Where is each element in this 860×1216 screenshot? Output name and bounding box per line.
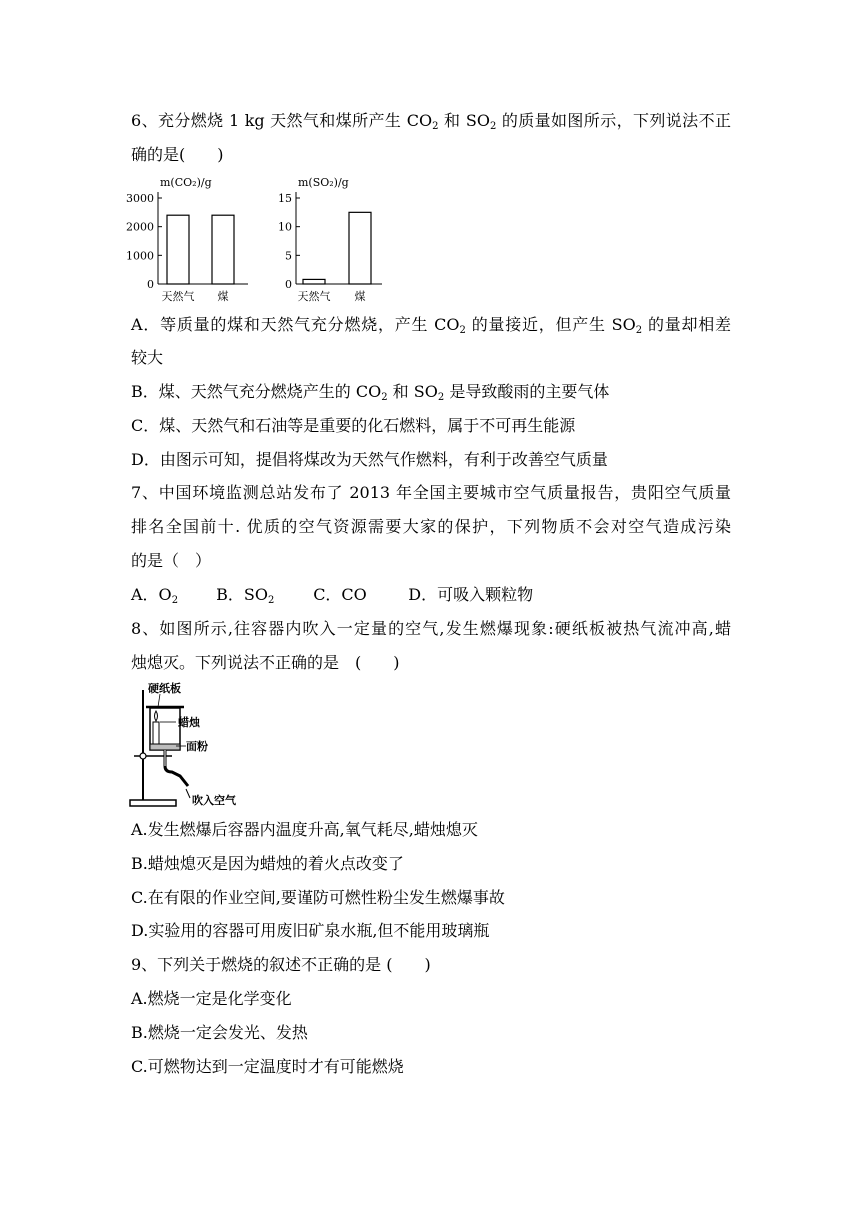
x-tick-label: 天然气 bbox=[161, 290, 195, 303]
q7-stem-line3: 的是（ ） bbox=[131, 551, 212, 570]
y-axis-label: m(SO₂)/g bbox=[298, 176, 349, 189]
q6-option-d: D．由图示可知，提倡将煤改为天然气作燃料，有利于改善空气质量 bbox=[131, 450, 608, 469]
bar-煤 bbox=[212, 215, 234, 284]
q8-option-c: C.在有限的作业空间,要谨防可燃性粉尘发生燃爆事故 bbox=[131, 888, 505, 907]
y-tick-label: 3000 bbox=[126, 192, 154, 205]
chart-so2 bbox=[278, 174, 402, 306]
bar-天然气 bbox=[303, 279, 325, 284]
q9-stem: 9、下列关于燃烧的叙述不正确的是 ( ) bbox=[131, 955, 431, 974]
q6-option-c: C．煤、天然气和石油等是重要的化石燃料，属于不可再生能源 bbox=[131, 416, 576, 435]
q6-stem-line2: 确的是( ) bbox=[131, 145, 224, 164]
y-tick-label: 2000 bbox=[126, 220, 154, 234]
q8-option-d: D.实验用的容器可用废旧矿泉水瓶,但不能用玻璃瓶 bbox=[131, 921, 490, 940]
q6-option-b: B．煤、天然气充分燃烧产生的 $CO_2$ 和 $SO_2$ 是导致酸雨的主要气体 bbox=[131, 382, 610, 403]
q7-option-d: D．可吸入颗粒物 bbox=[408, 585, 534, 604]
q7-stem-line1: 7、中国环境监测总站发布了 2013 年全国主要城市空气质量报告，贵阳空气质量 bbox=[131, 483, 731, 502]
q9-option-c: C.可燃物达到一定温度时才有可能燃烧 bbox=[131, 1057, 404, 1076]
q8-stem-line2: 烛熄灭。下列说法不正确的是 ( ) bbox=[131, 653, 400, 672]
stand-base bbox=[130, 800, 176, 806]
flour bbox=[150, 744, 180, 750]
y-tick-label: 15 bbox=[278, 192, 292, 205]
y-tick-label: 10 bbox=[278, 220, 292, 234]
x-tick-label: 煤 bbox=[354, 290, 366, 303]
apparatus-diagram bbox=[128, 680, 248, 810]
y-axis-label: m(CO₂)/g bbox=[160, 176, 212, 189]
q7-stem-line2: 排名全国前十. 优质的空气资源需要大家的保护，下列物质不会对空气造成污染 bbox=[131, 517, 731, 536]
q7-option-c: C．CO bbox=[313, 585, 367, 604]
q7-option-a: A．$O_2$ bbox=[131, 585, 179, 606]
label-board: 硬纸板 bbox=[148, 682, 181, 695]
q7-options bbox=[131, 584, 731, 606]
y-tick-label: 5 bbox=[285, 249, 292, 263]
q6-stem-line1: 6、充分燃烧 1 kg 天然气和煤所产生 $CO_2$ 和 $SO_2$ 的质量如图所示，下列说法不正 bbox=[131, 111, 731, 132]
q7-option-b: B．$SO_2$ bbox=[216, 585, 275, 606]
candle-flame bbox=[155, 711, 158, 721]
q9-option-b: B.燃烧一定会发光、发热 bbox=[131, 1023, 308, 1042]
q8-option-b: B.蜡烛熄灭是因为蜡烛的着火点改变了 bbox=[131, 854, 404, 873]
q8-option-a: A.发生燃爆后容器内温度升高,氧气耗尽,蜡烛熄灭 bbox=[131, 820, 478, 839]
x-tick-label: 天然气 bbox=[297, 290, 331, 303]
x-tick-label: 煤 bbox=[217, 290, 229, 303]
label-blow: 吹入空气 bbox=[192, 794, 236, 807]
q6-option-a-line2: 较大 bbox=[131, 348, 164, 367]
y-tick-label: 1000 bbox=[126, 249, 154, 263]
q8-stem-line1: 8、如图所示,往容器内吹入一定量的空气,发生燃爆现象:硬纸板被热气流冲高,蜡 bbox=[131, 619, 731, 638]
chart-co2 bbox=[128, 174, 278, 306]
y-tick-label: 0 bbox=[285, 278, 292, 291]
q6-option-a-line1: A．等质量的煤和天然气充分燃烧，产生 $CO_2$ 的量接近，但产生 $SO_2$ 的量却相差 bbox=[131, 315, 731, 336]
bar-煤 bbox=[349, 212, 371, 284]
q9-option-a: A.燃烧一定是化学变化 bbox=[131, 989, 292, 1008]
y-tick-label: 0 bbox=[147, 278, 154, 291]
candle bbox=[153, 722, 159, 744]
air-arrow bbox=[186, 789, 190, 798]
label-candle: 蜡烛 bbox=[178, 716, 200, 729]
bar-天然气 bbox=[167, 215, 189, 284]
label-flour: 面粉 bbox=[186, 740, 208, 753]
clamp-knob bbox=[140, 753, 146, 759]
